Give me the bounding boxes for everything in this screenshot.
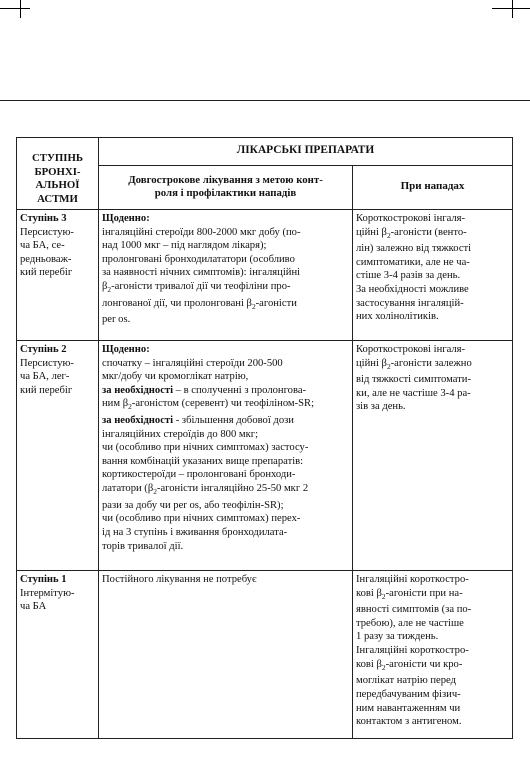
- long-term-line: інгаляційних стероїдів до 800 мкг;: [102, 428, 259, 440]
- stage-desc-line: кий перебіг: [20, 384, 73, 396]
- long-term-line: лонгованої дії, чи пролонговані $\beta_2$-агоністи: [102, 297, 297, 311]
- table-header-row-1: [17, 138, 513, 166]
- stage-desc-line: Персистую-: [20, 226, 74, 238]
- stage-desc-line: редньоваж-: [20, 253, 72, 265]
- attack-line: кові $\beta_2$-агоністи чи кро-: [356, 658, 463, 672]
- long-term-line: ід на 3 ступінь і вживання бронходилата-: [102, 526, 288, 538]
- long-term-line: ним $\beta_2$-агоністом (серевент) чи теофіліном-SR;: [102, 398, 315, 412]
- header-long-term-cell: [99, 166, 353, 210]
- attack-line: стіше 3-4 разів за день.: [356, 270, 461, 282]
- long-term-cell: [99, 341, 353, 571]
- header-stage-line: АЛЬНОЇ: [35, 179, 80, 191]
- attack-line: Інгаляційні короткостро-: [356, 574, 469, 585]
- long-term-line: за необхідності - збільшення добової дози: [102, 415, 294, 427]
- attack-line: лін) залежно від тяжкості: [356, 243, 472, 255]
- attack-line: За необхідності можливе: [356, 284, 469, 296]
- crop-mark-left-h: [0, 8, 30, 9]
- attack-line: кові $\beta_2$-агоністи при на-: [356, 587, 463, 601]
- long-term-line: інгаляційні стероїди 800-2000 мкг добу (по-: [102, 226, 301, 238]
- attack-line: них холінолітиків.: [356, 311, 439, 323]
- long-term-cell: [99, 210, 353, 341]
- header-long-term-line: Довгострокове лікування з метою конт-: [128, 173, 323, 186]
- long-term-line: спочатку – інгаляційні стероїди 200-500: [102, 357, 283, 369]
- attack-line: ційні $\beta_2$-агоністи (венто-: [356, 226, 467, 240]
- header-stage-line: БРОНХІ-: [34, 165, 81, 178]
- attack-line: явності симптомів (за по-: [356, 604, 472, 616]
- attack-line: моглікат натрію перед: [356, 675, 457, 687]
- attack-line: Короткострокові інгаля-: [356, 344, 466, 355]
- long-term-line: за необхідності – в сполученні з пролонгова-: [102, 384, 307, 396]
- long-term-line: чи (особливо при нічних симптомах) застосу-: [102, 442, 309, 454]
- attack-cell: [353, 571, 513, 739]
- stage-cell: [17, 571, 99, 739]
- page-header-rule: [0, 100, 530, 101]
- long-term-line: кортикостероїди – пролонговані бронходи-: [102, 469, 296, 481]
- long-term-text: Постійного лікування не потребує: [102, 574, 257, 585]
- attack-line: Інгаляційні короткостро-: [356, 645, 469, 657]
- stage-title: Ступінь 2: [20, 344, 67, 355]
- stage-cell: [17, 210, 99, 341]
- crop-mark-right-h: [492, 8, 530, 9]
- long-term-heading: Щоденно:: [102, 344, 150, 355]
- attack-line: 1 разу за тиждень.: [356, 631, 439, 643]
- attack-line: зів за день.: [356, 401, 406, 413]
- stage-cell: [17, 341, 99, 571]
- long-term-line: за наявності нічних симптомів): інгаляційні: [102, 267, 301, 279]
- header-stage-line: АСТМИ: [37, 192, 78, 205]
- table-row: [17, 341, 513, 571]
- header-drugs-cell: ЛІКАРСЬКІ ПРЕПАРАТИ: [99, 138, 513, 166]
- long-term-line: лататори ($\beta_2$-агоністи інгаляційно 25-50 мкг 2: [102, 483, 309, 497]
- header-stage-cell: [17, 138, 99, 210]
- stage-desc-line: ча БА, лег-: [20, 371, 70, 383]
- attack-cell: [353, 210, 513, 341]
- stage-desc-line: ча БА, се-: [20, 240, 65, 252]
- attack-line: застосування інгаляцій-: [356, 297, 464, 309]
- attack-line: від тяжкості симптомати-: [356, 374, 471, 386]
- long-term-line: торів тривалої дії.: [102, 540, 184, 552]
- stage-desc-line: кий перебіг: [20, 267, 73, 279]
- table-row: [17, 210, 513, 341]
- long-term-line: вання комбінацій указаних вище препаратів:: [102, 455, 304, 467]
- long-term-cell: [99, 571, 353, 739]
- long-term-line: пролонговані бронходилататори (особливо: [102, 253, 295, 265]
- attack-line: требою), але не частіше: [356, 617, 464, 629]
- header-long-term-line: роля і профілактики нападів: [154, 187, 297, 200]
- attack-cell: [353, 341, 513, 571]
- crop-mark-right-v: [512, 0, 513, 18]
- long-term-heading: Щоденно:: [102, 213, 150, 224]
- stage-title: Ступінь 3: [20, 213, 67, 224]
- crop-mark-left-v: [20, 0, 21, 18]
- stage-desc-line: ча БА: [20, 601, 47, 613]
- long-term-line: чи (особливо при нічних симптомах) перех-: [102, 513, 301, 525]
- attack-line: ки, але не частіше 3-4 ра-: [356, 387, 471, 399]
- attack-line: ним навантаженням чи: [356, 702, 461, 714]
- long-term-line: рази за добу чи per os, або теофілін-SR);: [102, 499, 284, 511]
- attack-line: контактом з антигеном.: [356, 716, 462, 728]
- attack-line: ційні $\beta_2$-агоністи залежно: [356, 357, 472, 371]
- long-term-line: $\beta_2$-агоністи тривалої дії чи теофіліни про-: [102, 280, 291, 295]
- attack-line: Короткострокові інгаля-: [356, 213, 466, 224]
- attack-line: передбачуваним фізич-: [356, 688, 461, 700]
- long-term-line: per os.: [102, 314, 131, 326]
- stage-title: Ступінь 1: [20, 574, 67, 585]
- long-term-line: мкг/добу чи кромоглікат натрію,: [102, 371, 249, 383]
- table-row: [17, 571, 513, 739]
- header-stage-line: СТУПІНЬ: [31, 152, 84, 164]
- treatment-table: [16, 137, 513, 739]
- stage-desc-line: Інтермітую-: [20, 587, 75, 599]
- header-attack-cell: При нападах: [353, 166, 513, 210]
- long-term-line: над 1000 мкг – під наглядом лікаря);: [102, 240, 267, 252]
- stage-desc-line: Персистую-: [20, 357, 74, 369]
- attack-line: симптоматики, але не ча-: [356, 256, 470, 268]
